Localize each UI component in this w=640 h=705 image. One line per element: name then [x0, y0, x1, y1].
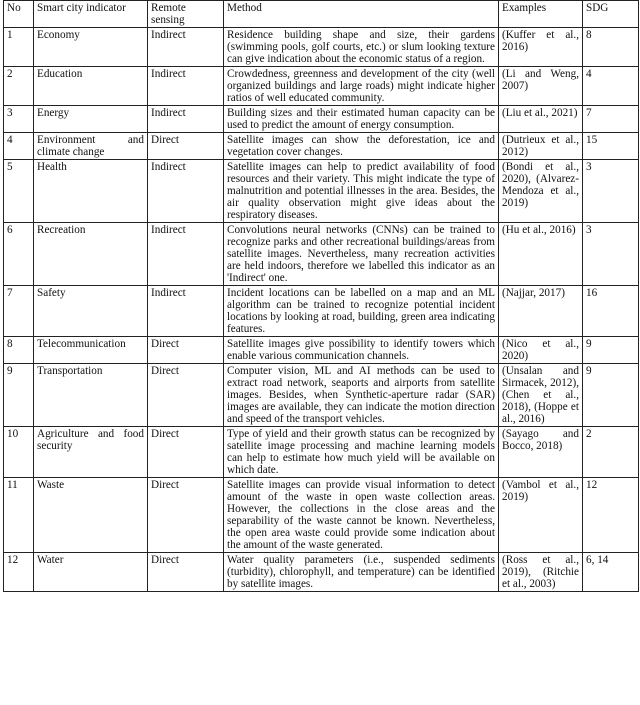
cell-remote-sensing: Indirect: [148, 286, 224, 337]
cell-no: 12: [4, 553, 34, 592]
cell-no: 8: [4, 337, 34, 364]
cell-no: 2: [4, 67, 34, 106]
cell-sdg: 7: [583, 106, 639, 133]
cell-remote-sensing: Indirect: [148, 223, 224, 286]
cell-remote-sensing: Indirect: [148, 67, 224, 106]
cell-method: Satellite images give possibility to identify towers which enable various communication channels.: [224, 337, 499, 364]
cell-remote-sensing: Direct: [148, 337, 224, 364]
cell-indicator: Telecommunication: [34, 337, 148, 364]
cell-method: Satellite images can help to predict availability of food resources and their variety. This might indicate the type of malnutrition and potential illnesses in the area. Besides, the air quality observation might give ideas about the respiratory diseases.: [224, 160, 499, 223]
cell-no: 11: [4, 478, 34, 553]
cell-no: 5: [4, 160, 34, 223]
smart-city-indicators-table: [3, 0, 639, 592]
cell-examples: (Liu et al., 2021): [499, 106, 583, 133]
cell-method: Satellite images can show the deforestation, ice and vegetation cover changes.: [224, 133, 499, 160]
header-indicator: Smart city indicator: [34, 1, 148, 28]
cell-remote-sensing: Direct: [148, 364, 224, 427]
cell-examples: (Najjar, 2017): [499, 286, 583, 337]
cell-remote-sensing: Indirect: [148, 28, 224, 67]
cell-sdg: 15: [583, 133, 639, 160]
header-row: [4, 1, 639, 28]
cell-method: Satellite images can provide visual information to detect amount of the waste in open waste collection areas. However, the collections in the close areas and the separability of the waste cannot be known. Nevertheless, the open area waste could provide some indication about the amount of the waste generated.: [224, 478, 499, 553]
cell-method: Water quality parameters (i.e., suspended sediments (turbidity), chlorophyll, and temperature) can be identified by satellite images.: [224, 553, 499, 592]
cell-indicator: Recreation: [34, 223, 148, 286]
cell-examples: (Bondi et al., 2020), (Alvarez-Mendoza et al., 2019): [499, 160, 583, 223]
cell-sdg: 8: [583, 28, 639, 67]
cell-no: 9: [4, 364, 34, 427]
header-method: Method: [224, 1, 499, 28]
cell-method: Crowdedness, greenness and development of the city (well organized buildings and large roads) might indicate higher ratios of well educated community.: [224, 67, 499, 106]
cell-remote-sensing: Direct: [148, 553, 224, 592]
cell-indicator: Waste: [34, 478, 148, 553]
cell-method: Building sizes and their estimated human capacity can be used to predict the amount of energy consumption.: [224, 106, 499, 133]
header-examples: Examples: [499, 1, 583, 28]
cell-remote-sensing: Direct: [148, 478, 224, 553]
cell-method: Residence building shape and size, their gardens (swimming pools, golf courts, etc.) or slum looking texture can give indication about the economic status of a region.: [224, 28, 499, 67]
cell-examples: (Unsalan and Sirmacek, 2012), (Chen et al., 2018), (Hoppe et al., 2016): [499, 364, 583, 427]
cell-examples: (Li and Weng, 2007): [499, 67, 583, 106]
table-row: [4, 364, 639, 427]
header-no: No: [4, 1, 34, 28]
cell-indicator: Transportation: [34, 364, 148, 427]
cell-examples: (Sayago and Bocco, 2018): [499, 427, 583, 478]
table-row: [4, 67, 639, 106]
cell-indicator: Energy: [34, 106, 148, 133]
cell-sdg: 16: [583, 286, 639, 337]
table-row: [4, 553, 639, 592]
table-row: [4, 286, 639, 337]
cell-indicator: Environment and climate change: [34, 133, 148, 160]
cell-indicator: Education: [34, 67, 148, 106]
cell-examples: (Dutrieux et al., 2012): [499, 133, 583, 160]
cell-remote-sensing: Indirect: [148, 160, 224, 223]
table-row: [4, 427, 639, 478]
cell-indicator: Water: [34, 553, 148, 592]
cell-sdg: 12: [583, 478, 639, 553]
header-remote-sensing: Remote sensing: [148, 1, 224, 28]
cell-method: Convolutions neural networks (CNNs) can be trained to recognize parks and other recreational buildings/areas from satellite images. Nevertheless, many recreation activities are held indoors, therefore we labelled this indicator as an 'Indirect' one.: [224, 223, 499, 286]
cell-indicator: Agriculture and food security: [34, 427, 148, 478]
table-row: [4, 133, 639, 160]
cell-sdg: 9: [583, 337, 639, 364]
table-row: [4, 106, 639, 133]
cell-no: 6: [4, 223, 34, 286]
cell-sdg: 4: [583, 67, 639, 106]
cell-indicator: Health: [34, 160, 148, 223]
table-row: [4, 478, 639, 553]
cell-sdg: 3: [583, 223, 639, 286]
cell-indicator: Safety: [34, 286, 148, 337]
cell-method: Computer vision, ML and AI methods can be used to extract road network, seaports and airports from satellite images. Besides, when Synthetic-aperture radar (SAR) images are available, they can indicate the motion direction and speed of the transport vehicles.: [224, 364, 499, 427]
cell-indicator: Economy: [34, 28, 148, 67]
cell-remote-sensing: Direct: [148, 133, 224, 160]
cell-method: Type of yield and their growth status can be recognized by satellite image processing and machine learning models can help to estimate how much yield will be available on which date.: [224, 427, 499, 478]
cell-sdg: 2: [583, 427, 639, 478]
cell-no: 3: [4, 106, 34, 133]
table-row: [4, 337, 639, 364]
cell-examples: (Nico et al., 2020): [499, 337, 583, 364]
cell-examples: (Ross et al., 2019), (Ritchie et al., 2003): [499, 553, 583, 592]
cell-no: 1: [4, 28, 34, 67]
header-sdg: SDG: [583, 1, 639, 28]
table-body: [4, 28, 639, 592]
table-row: [4, 160, 639, 223]
cell-no: 4: [4, 133, 34, 160]
cell-examples: (Hu et al., 2016): [499, 223, 583, 286]
cell-no: 7: [4, 286, 34, 337]
cell-no: 10: [4, 427, 34, 478]
cell-sdg: 6, 14: [583, 553, 639, 592]
table-row: [4, 28, 639, 67]
table-row: [4, 223, 639, 286]
cell-examples: (Kuffer et al., 2016): [499, 28, 583, 67]
cell-remote-sensing: Direct: [148, 427, 224, 478]
cell-examples: (Vambol et al., 2019): [499, 478, 583, 553]
cell-remote-sensing: Indirect: [148, 106, 224, 133]
cell-sdg: 9: [583, 364, 639, 427]
cell-method: Incident locations can be labelled on a map and an ML algorithm can be trained to recognize potential incident locations by looking at road, building, green area indicating features.: [224, 286, 499, 337]
cell-sdg: 3: [583, 160, 639, 223]
